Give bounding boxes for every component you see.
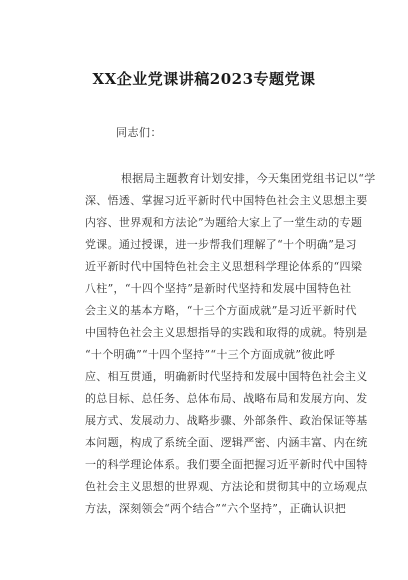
- paragraph-line: 深、悟透、掌握习近平新时代中国特色社会主义思想主要: [85, 194, 368, 207]
- paragraph-line: 应、相互贯通，明确新时代坚持和发展中国特色社会主义: [85, 370, 368, 383]
- salutation: 同志们：: [116, 126, 162, 139]
- document-title: XX企业党课讲稿2023专题党课: [92, 70, 316, 88]
- paragraph-line: 色社会主义思想的世界观、方法论和贯彻其中的立场观点: [85, 480, 368, 493]
- paragraph-line: 内容、世界观和方法论”为题给大家上了一堂生动的专题: [85, 216, 363, 229]
- paragraph-line: 会主义的基本方略，“十三个方面成就”是习近平新时代: [85, 304, 357, 317]
- paragraph-line: 展方式、发展动力、战略步骤、外部条件、政治保证等基: [85, 414, 368, 427]
- paragraph-line: 方法，深刻领会“两个结合”“六个坚持”，正确认识把: [85, 502, 346, 515]
- paragraph-line: 一的科学理论体系。我们要全面把握习近平新时代中国特: [85, 458, 368, 471]
- body-paragraph: [85, 168, 376, 520]
- paragraph-line: 中国特色社会主义思想指导的实践和取得的成就。特别是: [85, 326, 368, 339]
- paragraph-line: 近平新时代中国特色社会主义思想科学理论体系的“四梁: [85, 260, 363, 273]
- paragraph-line: 本问题，构成了系统全面、逻辑严密、内涵丰富、内在统: [85, 436, 368, 449]
- paragraph-line: 党课。通过授课，进一步帮我们理解了“十个明确”是习: [85, 238, 357, 251]
- paragraph-line: 八柱”，“十四个坚持”是新时代坚持和发展中国特色社: [85, 282, 352, 295]
- paragraph-line: 根据局主题教育计划安排，今天集团党组书记以“学: [121, 172, 376, 185]
- paragraph-line: 的总目标、总任务、总体布局、战略布局和发展方向、发: [85, 392, 368, 405]
- paragraph-line: “十个明确”“十四个坚持”“十三个方面成就”彼此呼: [85, 348, 336, 361]
